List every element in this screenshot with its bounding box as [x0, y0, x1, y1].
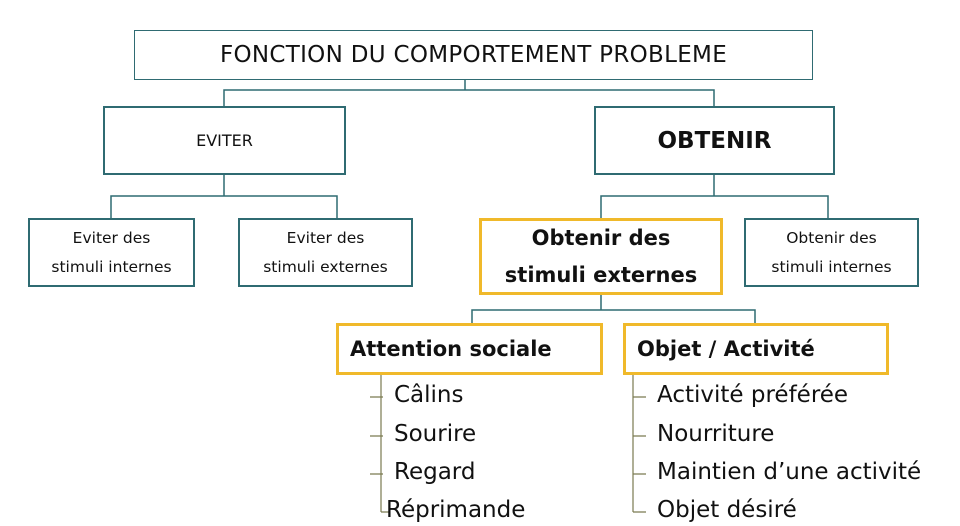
eviter-node	[103, 106, 346, 175]
attention-item: Réprimande	[386, 497, 526, 523]
attention-bullet-lines	[370, 375, 390, 512]
obtenir-externes-line1: Obtenir des	[531, 225, 671, 250]
eviter-externes-line2: stimuli externes	[263, 257, 388, 276]
eviter-externes-line1: Eviter des	[286, 228, 365, 247]
eviter-label: EVITER	[196, 131, 253, 150]
objet-bullet-lines	[633, 375, 646, 512]
attention-item: Regard	[394, 459, 476, 485]
attention-item: Sourire	[394, 421, 477, 447]
eviter-internes-node	[28, 218, 195, 287]
obtenir-internes-line1: Obtenir des	[786, 228, 877, 247]
objet-activite-node	[623, 323, 889, 375]
objet-activite-label: Objet / Activité	[637, 337, 815, 361]
obtenir-label: OBTENIR	[657, 127, 772, 154]
objet-item: Maintien d’une activité	[657, 459, 922, 485]
root-label: FONCTION DU COMPORTEMENT PROBLEME	[219, 42, 728, 68]
attention-item: Câlins	[394, 382, 464, 408]
obtenir-internes-line2: stimuli internes	[771, 257, 892, 276]
attention-sociale-label: Attention sociale	[350, 337, 552, 361]
connector-eviter	[111, 175, 337, 218]
root-node	[134, 30, 813, 80]
eviter-internes-line1: Eviter des	[72, 228, 151, 247]
objet-item: Activité préférée	[657, 382, 849, 408]
objet-item: Objet désiré	[657, 497, 797, 523]
connector-obtenir	[601, 175, 828, 218]
obtenir-internes-node	[744, 218, 919, 287]
eviter-externes-node	[238, 218, 413, 287]
connector-externes	[472, 295, 755, 323]
connector-root	[224, 80, 714, 106]
obtenir-externes-line2: stimuli externes	[504, 262, 698, 287]
attention-sociale-node	[336, 323, 603, 375]
obtenir-node	[594, 106, 835, 175]
eviter-internes-line2: stimuli internes	[51, 257, 172, 276]
obtenir-externes-node	[479, 218, 723, 295]
objet-item: Nourriture	[657, 421, 775, 447]
